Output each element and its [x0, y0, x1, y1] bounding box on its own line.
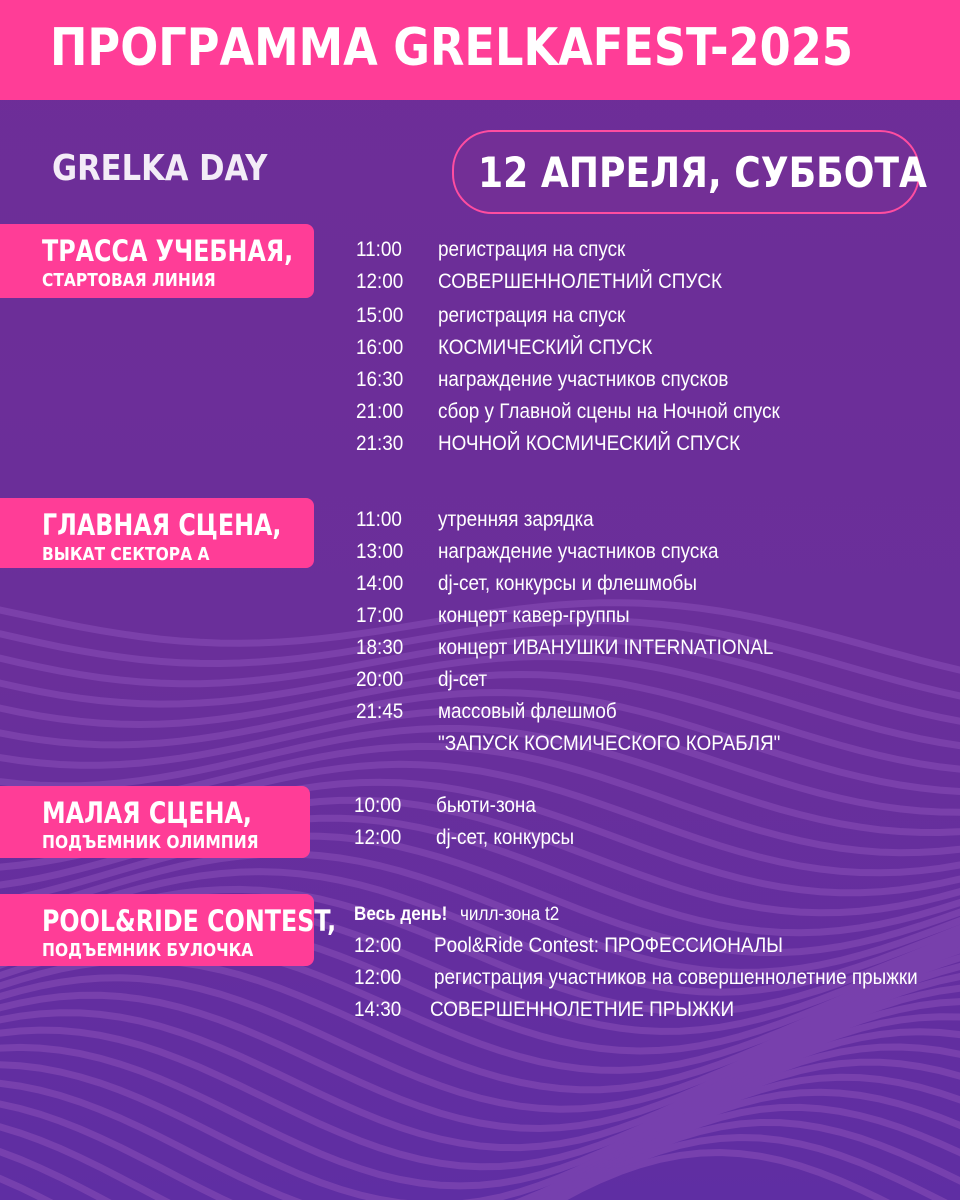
event-description: награждение участников спуска — [438, 540, 719, 563]
event-time: 13:00 — [356, 540, 404, 563]
event-description: концерт кавер-группы — [438, 604, 630, 627]
venue-subtitle: ПОДЪЕМНИК БУЛОЧКА — [42, 940, 254, 961]
event-description: Pool&Ride Contest: ПРОФЕССИОНАЛЫ — [434, 934, 784, 957]
venue-name: ТРАССА УЧЕБНАЯ, — [42, 234, 294, 268]
event-time: 14:00 — [356, 572, 404, 595]
event-description: "ЗАПУСК КОСМИЧЕСКОГО КОРАБЛЯ" — [438, 732, 781, 755]
page-title: ПРОГРАММА GRELKAFEST-2025 — [50, 18, 853, 78]
event-time: 16:30 — [356, 368, 404, 391]
date-badge — [452, 130, 928, 214]
event-time: 12:00 — [354, 826, 402, 849]
event-time: 11:00 — [356, 238, 402, 261]
event-description: чилл-зона t2 — [460, 904, 560, 925]
event-description: регистрация на спуск — [438, 304, 626, 327]
venue-subtitle: ВЫКАТ СЕКТОРА А — [42, 544, 210, 565]
venue-name: ГЛАВНАЯ СЦЕНА, — [42, 508, 282, 542]
event-time: 12:00 — [354, 934, 402, 957]
venue-name: МАЛАЯ СЦЕНА, — [42, 796, 252, 830]
event-description: регистрация участников на совершеннолетние прыжки — [434, 966, 918, 989]
header-banner — [0, 0, 960, 100]
venue-subtitle: ПОДЪЕМНИК ОЛИМПИЯ — [42, 832, 259, 853]
event-description: СОВЕРШЕННОЛЕТНИЙ СПУСК — [438, 270, 722, 293]
event-time: 21:45 — [356, 700, 404, 723]
event-time: 17:00 — [356, 604, 404, 627]
event-description: КОСМИЧЕСКИЙ СПУСК — [438, 336, 653, 359]
venue-subtitle: СТАРТОВАЯ ЛИНИЯ — [42, 270, 216, 291]
event-time: 18:30 — [356, 636, 404, 659]
venue-badge-small-stage — [0, 786, 310, 858]
event-description: dj-сет, конкурсы — [436, 826, 575, 849]
event-time: 20:00 — [356, 668, 404, 691]
event-description: dj-сет — [438, 668, 488, 691]
day-label: GRELKA DAY — [52, 148, 268, 189]
event-description: концерт ИВАНУШКИ INTERNATIONAL — [438, 636, 774, 659]
event-description: бьюти-зона — [436, 794, 536, 817]
date-text: 12 АПРЕЛЯ, СУББОТА — [478, 148, 928, 197]
event-description: сбор у Главной сцены на Ночной спуск — [438, 400, 780, 423]
event-time: 15:00 — [356, 304, 404, 327]
venue-badge-main-stage — [0, 498, 314, 568]
event-time: 12:00 — [354, 966, 402, 989]
venue-badge-training-track — [0, 224, 314, 298]
event-time: 10:00 — [354, 794, 402, 817]
event-time: 21:30 — [356, 432, 404, 455]
event-description: массовый флешмоб — [438, 700, 617, 723]
event-description: награждение участников спусков — [438, 368, 729, 391]
event-description: СОВЕРШЕННОЛЕТНИЕ ПРЫЖКИ — [430, 998, 735, 1021]
event-time: 14:30 — [354, 998, 402, 1021]
event-time: 21:00 — [356, 400, 404, 423]
event-description: dj-сет, конкурсы и флешмобы — [438, 572, 697, 595]
venue-name: POOL&RIDE CONTEST, — [42, 904, 337, 938]
event-time: 16:00 — [356, 336, 404, 359]
venue-badge-pool-ride — [0, 894, 337, 966]
event-time: 11:00 — [356, 508, 402, 531]
event-description: НОЧНОЙ КОСМИЧЕСКИЙ СПУСК — [438, 432, 741, 455]
event-description: утренняя зарядка — [438, 508, 594, 531]
event-time-allday: Весь день! — [354, 904, 448, 925]
event-time: 12:00 — [356, 270, 404, 293]
event-description: регистрация на спуск — [438, 238, 626, 261]
